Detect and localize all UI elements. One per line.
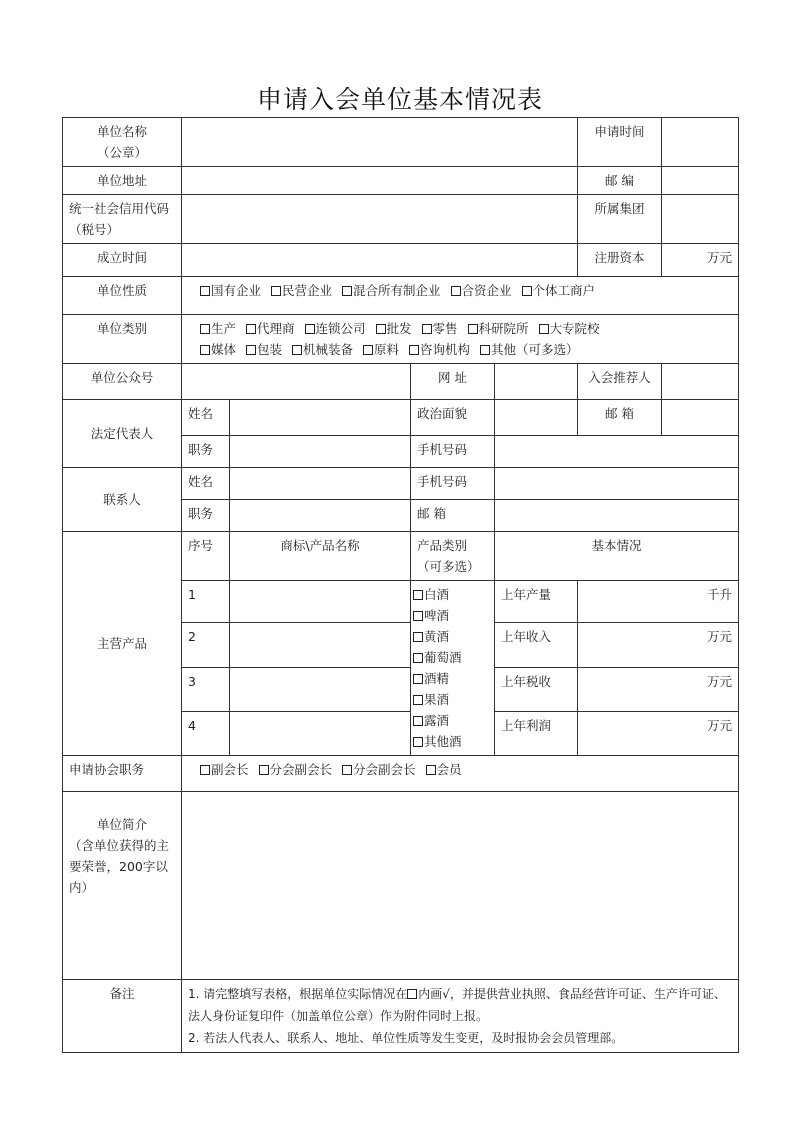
referrer-label: 入会推荐人 <box>578 364 662 400</box>
category-option[interactable]: 大专院校 <box>539 321 600 336</box>
category-option[interactable]: 生产 <box>200 321 236 336</box>
checkbox-icon <box>413 590 423 600</box>
legal-rep-mobile-label: 手机号码 <box>411 436 495 468</box>
checkbox-icon <box>259 765 269 775</box>
stat-field[interactable] <box>578 668 739 712</box>
contact-position-field[interactable] <box>230 500 411 532</box>
website-field[interactable] <box>495 364 578 400</box>
position-option[interactable]: 会员 <box>426 762 462 777</box>
postcode-label: 邮 编 <box>578 167 662 195</box>
legal-rep-position-label: 职务 <box>182 436 230 468</box>
legal-rep-name-field[interactable] <box>230 400 411 436</box>
checkbox-icon <box>271 286 281 296</box>
established-label: 成立时间 <box>63 244 182 277</box>
legal-rep-label: 法定代表人 <box>63 400 182 468</box>
checkbox-icon <box>342 765 352 775</box>
group-field[interactable] <box>662 195 739 244</box>
product-seq: 3 <box>182 668 230 712</box>
product-type-header: 产品类别 （可多选） <box>411 532 495 581</box>
checkbox-icon <box>422 324 432 334</box>
nature-option[interactable]: 混合所有制企业 <box>342 283 441 298</box>
product-name-field[interactable] <box>230 668 411 712</box>
address-label: 单位地址 <box>63 167 182 195</box>
checkbox-icon <box>246 345 256 355</box>
product-type-option[interactable]: 葡萄酒 <box>413 647 488 668</box>
credit-code-field[interactable] <box>182 195 578 244</box>
category-label: 单位类别 <box>63 315 182 364</box>
category-options <box>182 315 739 364</box>
checkbox-icon <box>376 324 386 334</box>
application-form-table <box>62 117 739 1053</box>
stat-unit: 千升 <box>706 587 732 602</box>
intro-label-cell <box>63 792 182 980</box>
contact-name-label: 姓名 <box>182 468 230 500</box>
remarks-text <box>182 980 739 1053</box>
wechat-label: 单位公众号 <box>63 364 182 400</box>
product-seq: 4 <box>182 712 230 756</box>
product-type-option[interactable]: 黄酒 <box>413 626 488 647</box>
checkbox-icon <box>480 345 490 355</box>
checkbox-icon <box>200 286 210 296</box>
checkbox-icon <box>468 324 478 334</box>
checkbox-icon <box>409 345 419 355</box>
category-option[interactable]: 连锁公司 <box>305 321 366 336</box>
checkbox-icon <box>413 653 423 663</box>
position-option[interactable]: 分会副会长 <box>342 762 416 777</box>
stat-unit: 万元 <box>706 718 732 733</box>
checkbox-icon <box>451 286 461 296</box>
category-option[interactable]: 代理商 <box>246 321 295 336</box>
category-option[interactable]: 媒体 <box>200 342 236 357</box>
contact-mobile-label: 手机号码 <box>411 468 495 500</box>
unit-name-field[interactable] <box>182 118 578 167</box>
contact-label: 联系人 <box>63 468 182 532</box>
group-label: 所属集团 <box>578 195 662 244</box>
product-name-field[interactable] <box>230 581 411 623</box>
product-seq: 1 <box>182 581 230 623</box>
stat-unit: 万元 <box>706 674 732 689</box>
legal-rep-email-label: 邮 箱 <box>578 400 662 436</box>
intro-note: （含单位获得的主要荣誉，200字以内） <box>69 838 170 895</box>
referrer-field[interactable] <box>662 364 739 400</box>
postcode-field[interactable] <box>662 167 739 195</box>
nature-option[interactable]: 民营企业 <box>271 283 332 298</box>
checkbox-icon <box>200 324 210 334</box>
category-option[interactable]: 科研院所 <box>468 321 529 336</box>
product-type-option[interactable]: 露酒 <box>413 710 488 731</box>
capital-field[interactable] <box>662 244 739 277</box>
contact-email-field[interactable] <box>495 500 739 532</box>
product-type-option[interactable]: 果酒 <box>413 689 488 710</box>
product-type-option[interactable]: 其他酒 <box>413 731 488 752</box>
products-label: 主营产品 <box>63 532 182 756</box>
stat-field[interactable] <box>578 581 739 623</box>
political-field[interactable] <box>495 400 578 436</box>
position-options <box>182 756 739 792</box>
checkbox-icon <box>413 737 423 747</box>
address-field[interactable] <box>182 167 578 195</box>
legal-rep-position-field[interactable] <box>230 436 411 468</box>
checkbox-icon <box>413 695 423 705</box>
legal-rep-email-field[interactable] <box>662 400 739 436</box>
stat-field[interactable] <box>578 623 739 668</box>
intro-field[interactable] <box>182 792 739 980</box>
apply-time-label: 申请时间 <box>578 118 662 167</box>
capital-label: 注册资本 <box>578 244 662 277</box>
checkbox-icon <box>426 765 436 775</box>
category-option[interactable]: 咨询机构 <box>409 342 470 357</box>
checkbox-icon <box>413 716 423 726</box>
established-field[interactable] <box>182 244 578 277</box>
stat-label: 上年产量 <box>495 581 578 623</box>
checkbox-icon <box>407 989 417 999</box>
category-option[interactable]: 机械装备 <box>292 342 353 357</box>
product-type-options <box>411 581 495 756</box>
remark-line-2: 2. 若法人代表人、联系人、地址、单位性质等发生变更，及时报协会会员管理部。 <box>188 1031 624 1045</box>
basic-info-header: 基本情况 <box>495 532 739 581</box>
contact-name-field[interactable] <box>230 468 411 500</box>
apply-time-field[interactable] <box>662 118 739 167</box>
product-name-field[interactable] <box>230 712 411 756</box>
checkbox-icon <box>305 324 315 334</box>
checkbox-icon <box>342 286 352 296</box>
credit-code-label: 统一社会信用代码（税号） <box>63 195 182 244</box>
category-option[interactable]: 批发 <box>376 321 412 336</box>
nature-option[interactable]: 个体工商户 <box>522 283 596 298</box>
legal-rep-mobile-field[interactable] <box>495 436 739 468</box>
checkbox-icon <box>413 611 423 621</box>
stat-label: 上年收入 <box>495 623 578 668</box>
category-option[interactable]: 零售 <box>422 321 458 336</box>
checkbox-icon <box>413 632 423 642</box>
product-name-field[interactable] <box>230 623 411 668</box>
checkbox-icon <box>292 345 302 355</box>
product-type-option[interactable]: 酒精 <box>413 668 488 689</box>
contact-email-label: 邮 箱 <box>411 500 495 532</box>
contact-position-label: 职务 <box>182 500 230 532</box>
capital-unit: 万元 <box>706 250 732 265</box>
position-option[interactable]: 分会副会长 <box>259 762 333 777</box>
form-title: 申请入会单位基本情况表 <box>256 85 543 114</box>
unit-name-label: 单位名称 （公章） <box>63 118 182 167</box>
product-type-option[interactable]: 啤酒 <box>413 605 488 626</box>
checkbox-icon <box>200 345 210 355</box>
position-option[interactable]: 副会长 <box>200 762 249 777</box>
category-option[interactable]: 包装 <box>246 342 282 357</box>
stat-unit: 万元 <box>706 629 732 644</box>
product-type-option[interactable]: 白酒 <box>413 584 488 605</box>
nature-label: 单位性质 <box>63 277 182 315</box>
nature-option[interactable]: 国有企业 <box>200 283 261 298</box>
nature-options <box>182 277 739 315</box>
position-label: 申请协会职务 <box>63 756 182 792</box>
category-option[interactable]: 其他（可多选） <box>480 342 579 357</box>
product-name-header: 商标\产品名称 <box>230 532 411 581</box>
product-seq: 2 <box>182 623 230 668</box>
stat-field[interactable] <box>578 712 739 756</box>
nature-option[interactable]: 合资企业 <box>451 283 512 298</box>
stat-label: 上年利润 <box>495 712 578 756</box>
checkbox-icon <box>246 324 256 334</box>
website-label: 网 址 <box>411 364 495 400</box>
seq-header: 序号 <box>182 532 230 581</box>
checkbox-icon <box>413 674 423 684</box>
category-option[interactable]: 原料 <box>363 342 399 357</box>
remark-line-1: 1. 请完整填写表格，根据单位实际情况在 内画√，并提供营业执照、食品经营许可证、生产许可证、法人身份证复印件（加盖单位公章）作为附件同时上报。 <box>188 987 726 1023</box>
checkbox-icon <box>200 765 210 775</box>
legal-rep-name-label: 姓名 <box>182 400 230 436</box>
checkbox-icon <box>363 345 373 355</box>
contact-mobile-field[interactable] <box>495 468 739 500</box>
remarks-label: 备注 <box>63 980 182 1053</box>
political-label: 政治面貌 <box>411 400 495 436</box>
checkbox-icon <box>539 324 549 334</box>
intro-label: 单位简介 <box>96 817 147 832</box>
wechat-field[interactable] <box>182 364 411 400</box>
stat-label: 上年税收 <box>495 668 578 712</box>
checkbox-icon <box>522 286 532 296</box>
